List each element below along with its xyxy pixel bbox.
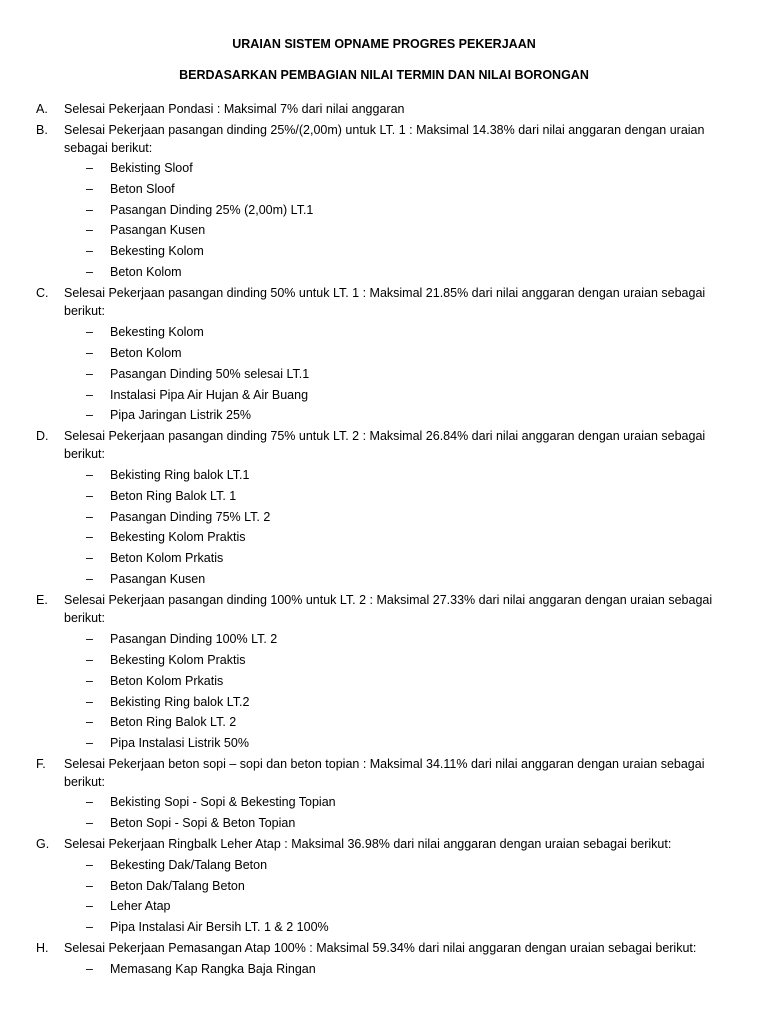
list-item-text: Pasangan Dinding 25% (2,00m) LT.1 bbox=[110, 203, 314, 217]
list-item-text: Pipa Instalasi Listrik 50% bbox=[110, 736, 249, 750]
section-heading-continuation: berikut: bbox=[64, 304, 105, 318]
section-heading: Selesai Pekerjaan Ringbalk Leher Atap : Maksimal 36.98% dari nilai anggaran dengan uraian sebagai berikut: bbox=[64, 837, 672, 851]
list-item-text: Bekesting Kolom bbox=[110, 244, 204, 258]
dash-bullet: – bbox=[86, 674, 93, 688]
dash-bullet: – bbox=[86, 489, 93, 503]
list-item-text: Beton Sloof bbox=[110, 182, 175, 196]
dash-bullet: – bbox=[86, 653, 93, 667]
section-heading: Selesai Pekerjaan pasangan dinding 25%/(2,00m) untuk LT. 1 : Maksimal 14.38% dari nilai anggaran dengan uraian bbox=[64, 123, 705, 137]
dash-bullet: – bbox=[86, 346, 93, 360]
list-item-text: Beton Kolom Prkatis bbox=[110, 674, 224, 688]
dash-bullet: – bbox=[86, 530, 93, 544]
section-heading-continuation: berikut: bbox=[64, 611, 105, 625]
list-item-text: Instalasi Pipa Air Hujan & Air Buang bbox=[110, 388, 309, 402]
dash-bullet: – bbox=[86, 388, 93, 402]
list-item-text: Beton Ring Balok LT. 2 bbox=[110, 715, 237, 729]
list-item-text: Beton Kolom Prkatis bbox=[110, 551, 224, 565]
dash-bullet: – bbox=[86, 715, 93, 729]
list-item-text: Leher Atap bbox=[110, 899, 171, 913]
list-item-text: Beton Kolom bbox=[110, 346, 182, 360]
list-item-text: Bekesting Dak/Talang Beton bbox=[110, 858, 268, 872]
document-subtitle: BERDASARKAN PEMBAGIAN NILAI TERMIN DAN NILAI BORONGAN bbox=[179, 68, 589, 82]
section-letter: C. bbox=[36, 286, 49, 300]
dash-bullet: – bbox=[86, 244, 93, 258]
list-item-text: Memasang Kap Rangka Baja Ringan bbox=[110, 962, 316, 976]
list-item-text: Pasangan Kusen bbox=[110, 223, 206, 237]
list-item-text: Pasangan Dinding 100% LT. 2 bbox=[110, 632, 278, 646]
section-heading-continuation: berikut: bbox=[64, 447, 105, 461]
dash-bullet: – bbox=[86, 265, 93, 279]
list-item-text: Bekesting Kolom bbox=[110, 325, 204, 339]
dash-bullet: – bbox=[86, 367, 93, 381]
dash-bullet: – bbox=[86, 203, 93, 217]
dash-bullet: – bbox=[86, 325, 93, 339]
section-letter: A. bbox=[36, 102, 48, 116]
dash-bullet: – bbox=[86, 795, 93, 809]
list-item-text: Beton Dak/Talang Beton bbox=[110, 879, 245, 893]
section-letter: D. bbox=[36, 429, 49, 443]
list-item-text: Pasangan Kusen bbox=[110, 572, 206, 586]
section-heading: Selesai Pekerjaan Pondasi : Maksimal 7% dari nilai anggaran bbox=[64, 102, 405, 116]
list-item-text: Bekesting Kolom Praktis bbox=[110, 653, 246, 667]
section-letter: F. bbox=[36, 757, 46, 771]
dash-bullet: – bbox=[86, 736, 93, 750]
section-heading: Selesai Pekerjaan pasangan dinding 75% untuk LT. 2 : Maksimal 26.84% dari nilai anggaran dengan uraian sebagai bbox=[64, 429, 706, 443]
list-item-text: Bekisting Ring balok LT.1 bbox=[110, 468, 250, 482]
list-item-text: Bekisting Ring balok LT.2 bbox=[110, 695, 250, 709]
list-item-text: Pipa Jaringan Listrik 25% bbox=[110, 408, 252, 422]
section-heading-continuation: berikut: bbox=[64, 775, 105, 789]
dash-bullet: – bbox=[86, 920, 93, 934]
dash-bullet: – bbox=[86, 468, 93, 482]
list-item-text: Bekisting Sopi - Sopi & Bekesting Topian bbox=[110, 795, 336, 809]
list-item-text: Bekesting Kolom Praktis bbox=[110, 530, 246, 544]
section-heading: Selesai Pekerjaan pasangan dinding 100% untuk LT. 2 : Maksimal 27.33% dari nilai anggaran dengan uraian sebagai bbox=[64, 593, 713, 607]
dash-bullet: – bbox=[86, 408, 93, 422]
section-letter: H. bbox=[36, 941, 49, 955]
section-heading-continuation: sebagai berikut: bbox=[64, 141, 153, 155]
section-letter: G. bbox=[36, 837, 50, 851]
list-item-text: Pipa Instalasi Air Bersih LT. 1 & 2 100% bbox=[110, 920, 329, 934]
dash-bullet: – bbox=[86, 182, 93, 196]
list-item-text: Beton Kolom bbox=[110, 265, 182, 279]
dash-bullet: – bbox=[86, 816, 93, 830]
section-letter: E. bbox=[36, 593, 48, 607]
dash-bullet: – bbox=[86, 899, 93, 913]
dash-bullet: – bbox=[86, 962, 93, 976]
list-item-text: Bekisting Sloof bbox=[110, 161, 193, 175]
section-heading: Selesai Pekerjaan beton sopi – sopi dan beton topian : Maksimal 34.11% dari nilai anggaran dengan uraian sebagai bbox=[64, 757, 705, 771]
section-heading: Selesai Pekerjaan Pemasangan Atap 100% : Maksimal 59.34% dari nilai anggaran dengan uraian sebagai berikut: bbox=[64, 941, 697, 955]
list-item-text: Beton Sopi - Sopi & Beton Topian bbox=[110, 816, 296, 830]
dash-bullet: – bbox=[86, 223, 93, 237]
dash-bullet: – bbox=[86, 632, 93, 646]
dash-bullet: – bbox=[86, 510, 93, 524]
dash-bullet: – bbox=[86, 695, 93, 709]
list-item-text: Beton Ring Balok LT. 1 bbox=[110, 489, 237, 503]
section-letter: B. bbox=[36, 123, 48, 137]
dash-bullet: – bbox=[86, 572, 93, 586]
dash-bullet: – bbox=[86, 879, 93, 893]
document-title: URAIAN SISTEM OPNAME PROGRES PEKERJAAN bbox=[232, 37, 536, 51]
dash-bullet: – bbox=[86, 551, 93, 565]
dash-bullet: – bbox=[86, 858, 93, 872]
list-item-text: Pasangan Dinding 50% selesai LT.1 bbox=[110, 367, 310, 381]
dash-bullet: – bbox=[86, 161, 93, 175]
list-item-text: Pasangan Dinding 75% LT. 2 bbox=[110, 510, 271, 524]
section-heading: Selesai Pekerjaan pasangan dinding 50% untuk LT. 1 : Maksimal 21.85% dari nilai anggaran dengan uraian sebagai bbox=[64, 286, 706, 300]
